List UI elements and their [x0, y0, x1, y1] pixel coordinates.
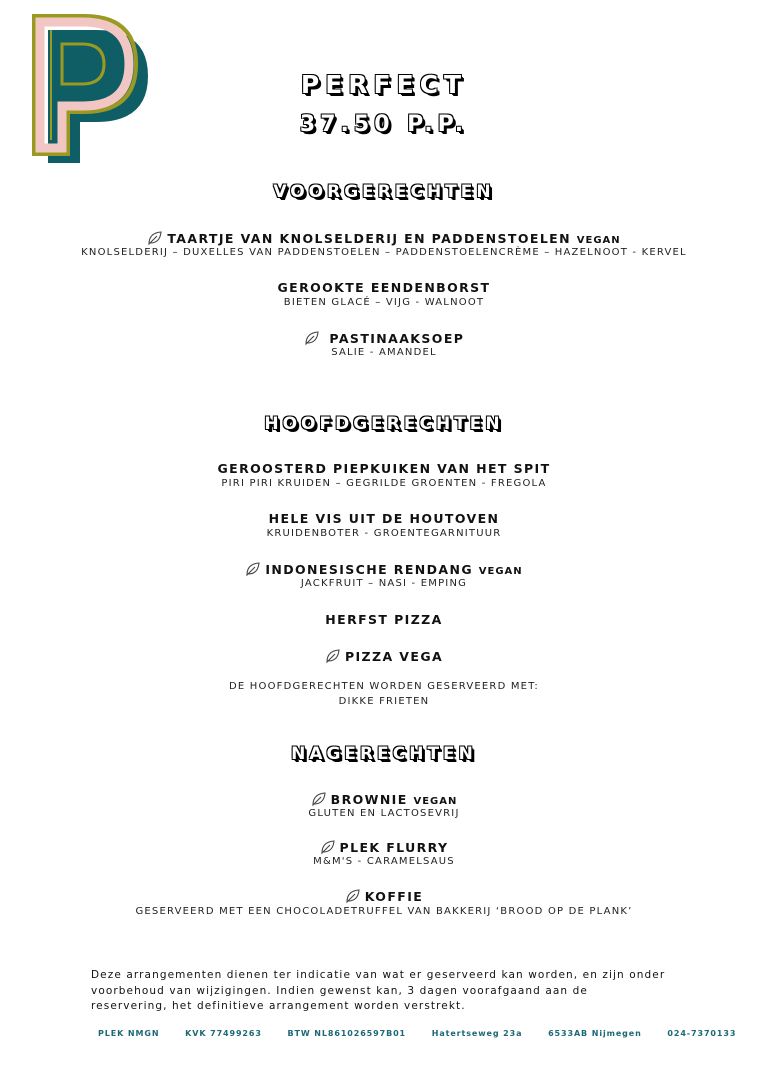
leaf-icon	[245, 561, 261, 577]
vegan-tag: VEGAN	[576, 235, 621, 246]
dish-description: M&M'S - CARAMELSAUS	[313, 856, 455, 867]
dish-description: BIETEN GLACÉ – VIJG - WALNOOT	[283, 297, 485, 308]
dish-description: JACKFRUIT – NASI - EMPING	[300, 578, 468, 589]
served-with-note: DE HOOFDGERECHTEN WORDEN GESERVEERD MET:	[229, 681, 539, 692]
leaf-icon	[345, 888, 361, 904]
dish-name: GEROOKTE EENDENBORST	[277, 280, 491, 295]
section-heading-hoofdgerechten: HOOFDGERECHTEN	[264, 414, 504, 434]
menu-price: 37.50 P.P.	[299, 112, 469, 137]
leaf-icon	[147, 230, 163, 246]
vegan-tag: VEGAN	[478, 566, 523, 577]
section-heading-voorgerechten: VOORGERECHTEN	[273, 182, 495, 202]
disclaimer-line: Deze arrangementen dienen ter indicatie van wat er geserveerd kan worden, en zijn onder	[91, 969, 666, 981]
dish-description: GESERVEERD MET EEN CHOCOLADETRUFFEL VAN BAKKERIJ ‘BROOD OP DE PLANK’	[135, 906, 633, 917]
company-name: PLEK NMGN	[98, 1029, 160, 1038]
dish-name: PIZZA VEGA	[0, 648, 768, 664]
dish-name: HERFST PIZZA	[325, 612, 443, 627]
dish-name: PLEK FLURRY	[0, 839, 768, 855]
dish-name: KOFFIE	[0, 888, 768, 904]
leaf-icon	[325, 648, 341, 664]
btw-number: BTW NL861026597B01	[287, 1029, 407, 1038]
dish-description: PIRI PIRI KRUIDEN – GEGRILDE GROENTEN - FREGOLA	[221, 478, 547, 489]
dish-name: TAARTJE VAN KNOLSELDERIJ EN PADDENSTOELEN VEGAN	[0, 230, 768, 246]
disclaimer-line: voorbehoud van wijzigingen. Indien gewenst kan, 3 dagen voorafgaand aan de	[91, 984, 588, 997]
vegan-tag: VEGAN	[413, 796, 458, 807]
dish-name: GEROOSTERD PIEPKUIKEN VAN HET SPIT	[217, 461, 551, 476]
dish-description: KNOLSELDERIJ – DUXELLES VAN PADDENSTOELEN – PADDENSTOELENCRÈME – HAZELNOOT - KERVEL	[81, 247, 687, 258]
arrangement-disclaimer	[91, 968, 691, 1015]
dish-name: PASTINAAKSOEP	[0, 330, 768, 346]
dish-name: BROWNIE VEGAN	[0, 791, 768, 807]
company-footer	[98, 1029, 736, 1038]
city-address: 6533AB Nijmegen	[548, 1029, 642, 1038]
menu-title: PERFECT	[300, 70, 468, 99]
disclaimer-line: reservering, het definitieve arrangement worden verstrekt.	[91, 1000, 466, 1012]
dish-name: INDONESISCHE RENDANG VEGAN	[0, 561, 768, 577]
street-address: Hatertseweg 23a	[431, 1029, 523, 1038]
leaf-icon	[311, 791, 327, 807]
section-heading-nagerechten: NAGERECHTEN	[291, 744, 477, 764]
dish-description: GLUTEN EN LACTOSEVRIJ	[308, 808, 460, 819]
leaf-icon	[304, 330, 320, 346]
dish-name: HELE VIS UIT DE HOUTOVEN	[268, 511, 500, 526]
dish-description: SALIE - AMANDEL	[331, 347, 437, 358]
phone-number: 024-7370133	[667, 1029, 737, 1038]
kvk-number: KVK 77499263	[185, 1029, 262, 1038]
leaf-icon	[320, 839, 336, 855]
served-with-item: DIKKE FRIETEN	[338, 696, 430, 707]
dish-description: KRUIDENBOTER - GROENTEGARNITUUR	[266, 528, 502, 539]
